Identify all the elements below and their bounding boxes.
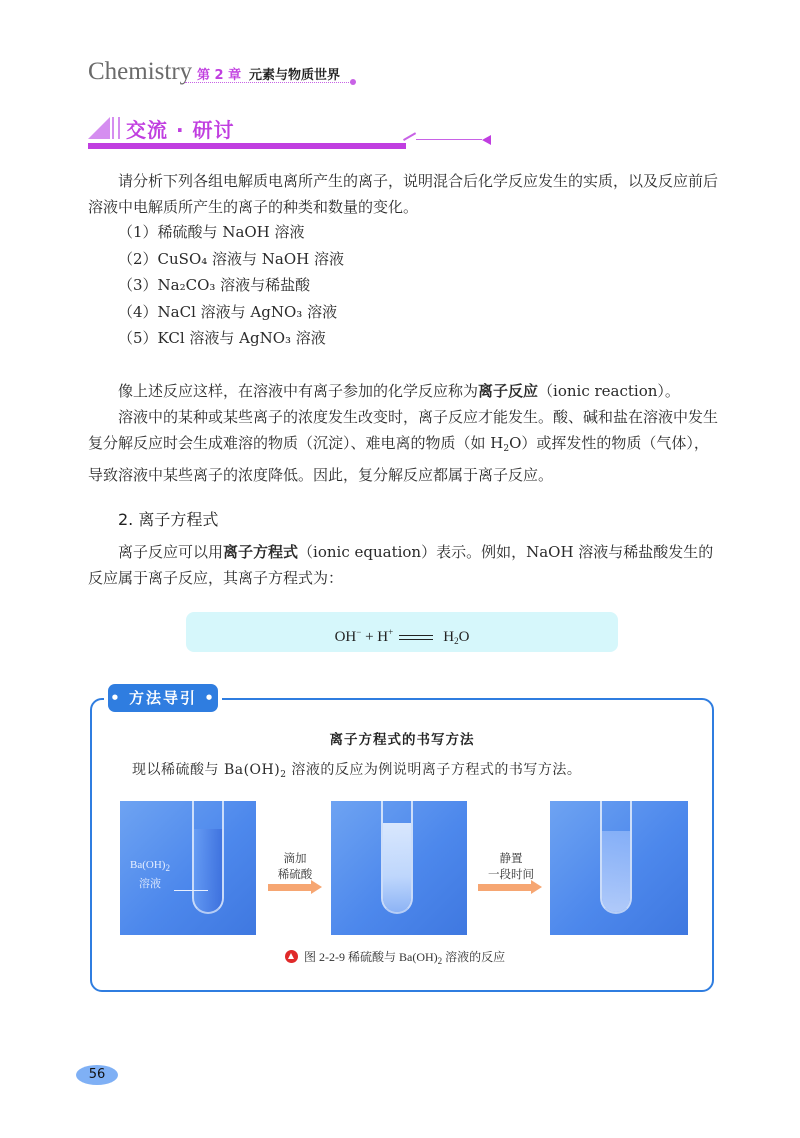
term-ionic-equation: 离子方程式 xyxy=(223,543,299,561)
discussion-list xyxy=(118,219,344,352)
discussion-intro: 请分析下列各组电解质电离所产生的离子，说明混合后化学反应发生的实质，以及反应前后溶液中电解质所产生的离子的种类和数量的变化。 xyxy=(88,172,719,216)
ionic-reaction-paragraphs xyxy=(88,378,718,488)
method-title: 离子方程式的书写方法 xyxy=(329,732,475,748)
ionic-equation-paragraph: 离子反应可以用离子方程式（ionic equation）表示。例如，NaOH 溶液与稀盐酸发生的反应属于离子反应，其离子方程式为： xyxy=(88,543,714,587)
section-underline xyxy=(88,143,406,149)
test-tube-icon xyxy=(192,801,224,914)
equation-box: OH− + H+ $H_2O$ xyxy=(186,612,618,652)
equals-arrow-icon xyxy=(399,635,433,640)
section-bars-icon xyxy=(112,117,120,139)
section-title: 交流 · 研讨 xyxy=(126,118,235,142)
term-ionic-reaction: 离子反应 xyxy=(478,382,539,400)
list-item: （4）NaCl 溶液与 AgNO₃ 溶液 xyxy=(118,302,338,321)
test-tube-icon xyxy=(600,801,632,914)
figure-triangle-icon xyxy=(285,950,298,963)
right-arrow-icon xyxy=(268,884,312,891)
chapter-number: 第 2 章 xyxy=(197,68,242,83)
photo-label: $Ba(OH)_2$ 溶液 xyxy=(130,859,170,890)
photo-settled xyxy=(550,801,688,935)
section-triangle-icon xyxy=(88,117,110,139)
test-tube-icon xyxy=(381,801,413,914)
list-item: （3）Na₂CO₃ 溶液与稀盐酸 xyxy=(118,276,311,294)
section-arrow-icon xyxy=(482,135,491,145)
section-underline-thin xyxy=(416,139,482,140)
page-number: 56 xyxy=(76,1065,118,1085)
header-dot-icon xyxy=(350,79,356,85)
photo-precipitate xyxy=(331,801,467,935)
paragraph-conditions: 溶液中的某种或某些离子的浓度发生改变时，离子反应才能发生。酸、碱和盐在溶液中发生复分解反应时会生成难溶的物质（沉淀）、难电离的物质（如 $H_2O$）或挥发性的物质（气体），导致溶液中某些离子的浓度降低。因此，复分解反应都属于离子反应。 xyxy=(88,408,719,484)
right-arrow-icon xyxy=(478,884,532,891)
list-item: （1）稀硫酸与 NaOH 溶液 xyxy=(118,223,305,241)
step2-label: 静置 一段时间 xyxy=(488,851,534,881)
header-dotted-line xyxy=(185,82,353,83)
subsection-title: 2. 离子方程式 xyxy=(118,510,219,529)
section-underline-slope xyxy=(403,132,416,141)
subject-title: Chemistry xyxy=(88,58,193,85)
chapter-title: 元素与物质世界 xyxy=(249,68,341,83)
method-guide-tag: • 方法导引 • xyxy=(108,684,218,712)
method-description: 现以稀硫酸与 $Ba(OH)_2$ 溶液的反应为例说明离子方程式的书写方法。 xyxy=(132,762,582,780)
photo-baoh2-solution xyxy=(120,801,256,935)
list-item: （5）KCl 溶液与 AgNO₃ 溶液 xyxy=(118,329,326,347)
list-item: （2）CuSO₄ 溶液与 NaOH 溶液 xyxy=(118,249,345,268)
step1-label: 滴加 稀硫酸 xyxy=(277,851,313,881)
label-pointer-line xyxy=(174,890,208,891)
paragraph-definition: 像上述反应这样，在溶液中有离子参加的化学反应称为离子反应（ionic reaction）。 xyxy=(118,382,680,400)
figure-caption: 图 2-2-9 稀硫酸与 $Ba(OH)_2$ 溶液的反应 xyxy=(285,948,505,966)
